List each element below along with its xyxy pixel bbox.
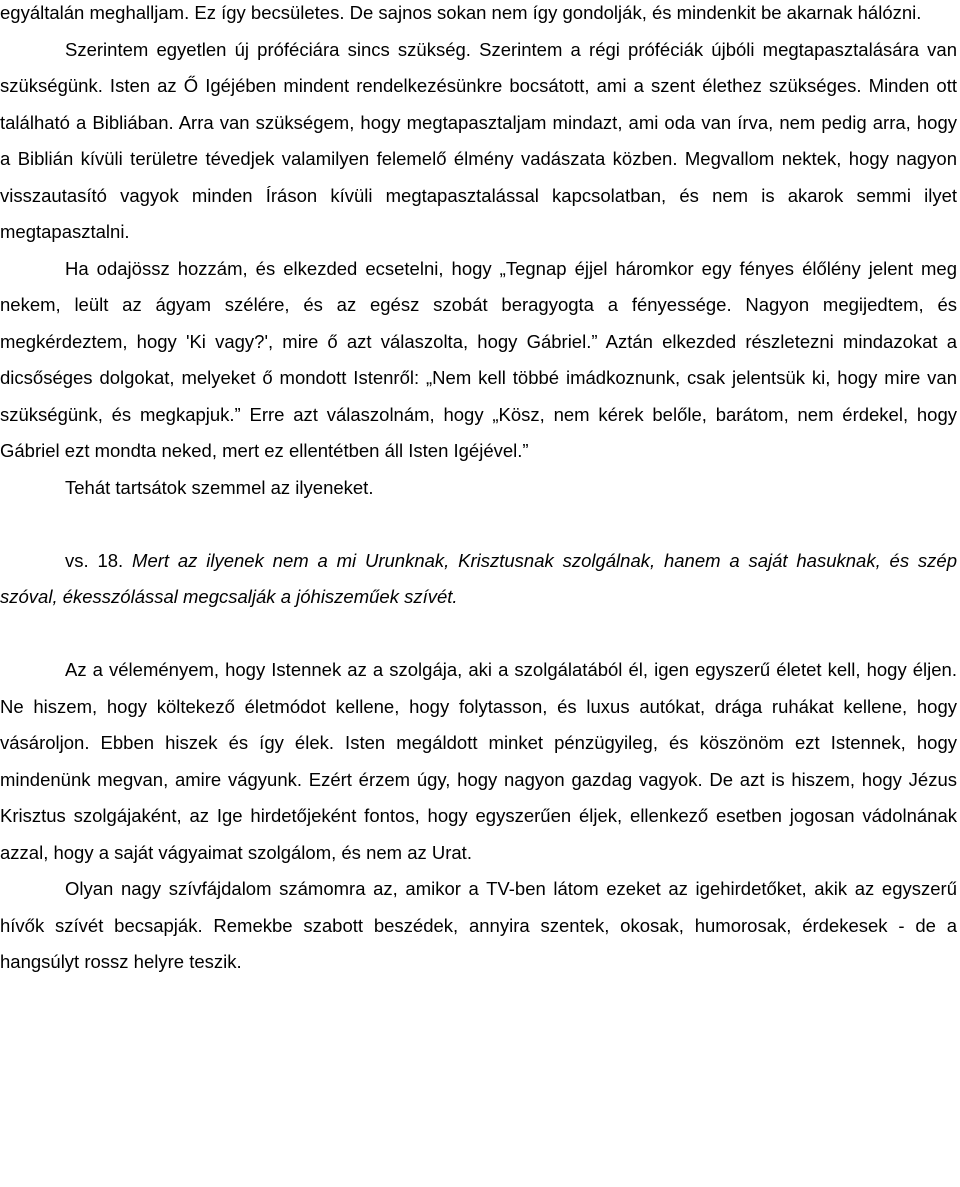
paragraph-5: Olyan nagy szívfájdalom számomra az, amikor a TV-ben látom ezeket az igehirdetőket, akik az egyszerű hívők szívét becsapják. Remekbe szabott beszédek, annyira szentek, okosak, humorosak, érdekesek - de a hangsúlyt rossz helyre teszik. [0,878,957,972]
paragraph-4: Az a véleményem, hogy Istennek az a szolgája, aki a szolgálatából él, igen egyszerű életet kell, hogy éljen. Ne hiszem, hogy költekező életmódot kellene, hogy folytasson, és luxus autókat, drága ruhákat kellene, hogy vásároljon. Ebben hiszek és így élek. Isten megáldott minket pénzügyileg, és köszönöm ezt Istennek, hogy mindenünk megvan, amire vágyunk. Ezért érzem úgy, hogy nagyon gazdag vagyok. De azt is hiszem, hogy Jézus Krisztus szolgájaként, az Ige hirdetőjeként fontos, hogy egyszerűen éljek, ellenkező esetben jogosan vádolnának azzal, hogy a saját vágyaimat szolgálom, és nem az Urat. [0,659,957,863]
paragraph-2: Ha odajössz hozzám, és elkezded ecsetelni, hogy „Tegnap éjjel háromkor egy fényes élőlény jelent meg nekem, leült az ágyam szélére, és az egész szobát beragyogta a fényessége. Nagyon megijedtem, és megkérdeztem, hogy 'Ki vagy?', mire ő azt válaszolta, hogy Gábriel.” Aztán elkezded részletezni mindazokat a dicsőséges dolgokat, melyeket ő mondott Istenről: „Nem kell többé imádkoznunk, csak jelentsük ki, hogy mire van szükségünk, és megkapjuk.” Erre azt válaszolnám, hogy „Kösz, nem kérek belőle, barátom, nem érdekel, hogy Gábriel ezt mondta neked, mert ez ellentétben áll Isten Igéjével.” [0,257,957,461]
verse-text: Mert az ilyenek nem a mi Urunknak, Krisztusnak szolgálnak, hanem a saját hasuknak, és szép szóval, ékesszólással megcsalják a jóhiszeműek szívét. [0,549,958,607]
paragraph-0: egyáltalán meghalljam. Ez így becsületes. De sajnos sokan nem így gondolják, és mindenkit be akarnak hálózni. [0,2,922,23]
paragraph-1: Szerintem egyetlen új próféciára sincs szükség. Szerintem a régi próféciák újbóli megtapasztalására van szükségünk. Isten az Ő Igéjében mindent rendelkezésünkre bocsátott, ami a szent élethez szükséges. Minden ott található a Bibliában. Arra van szükségem, hogy megtapasztaljam mindazt, ami oda van írva, nem pedig arra, hogy a Biblián kívüli területre tévedjek valamilyen felemelő élmény vadászata közben. Megvallom nektek, hogy nagyon visszautasító vagyok minden Íráson kívüli megtapasztalással kapcsolatban, és nem is akarok semmi ilyet megtapasztalni. [0,38,957,242]
verse-reference: vs. 18. [65,549,124,571]
paragraph-3: Tehát tartsátok szemmel az ilyeneket. [65,476,374,498]
bible-verse [0,543,957,616]
